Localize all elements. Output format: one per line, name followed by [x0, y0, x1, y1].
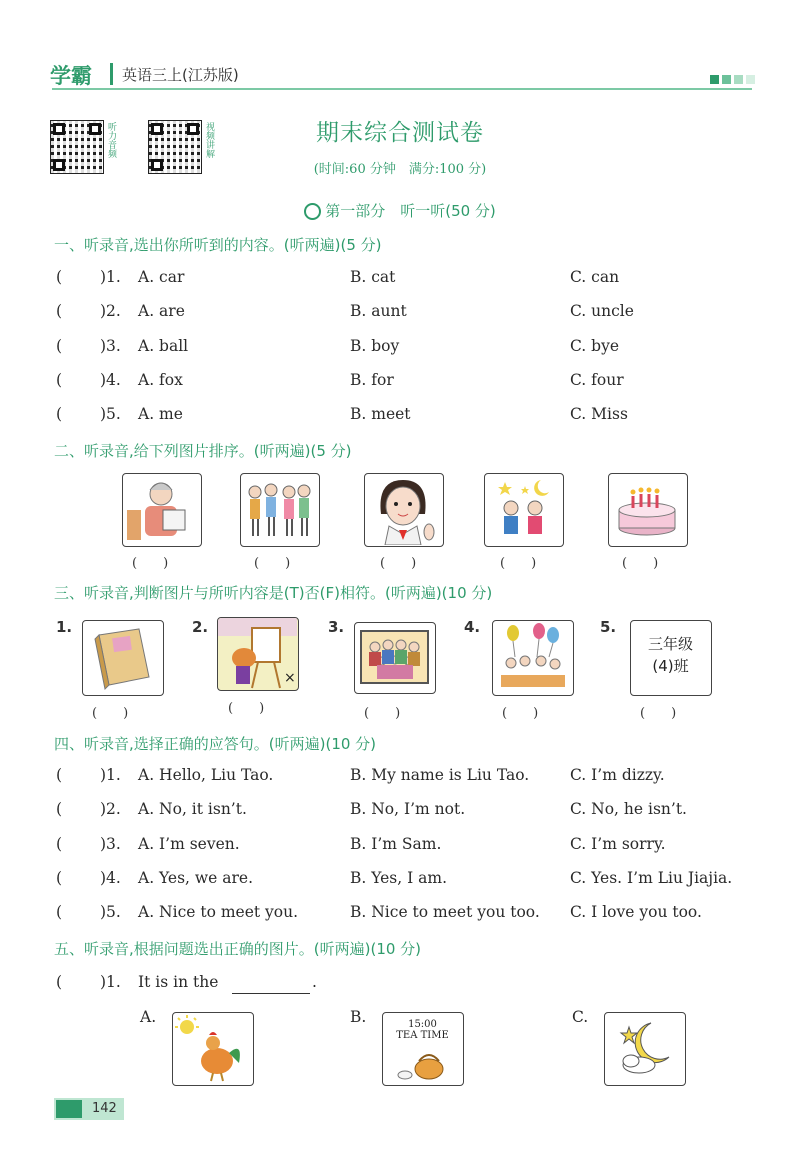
option-c[interactable]: C. I’m dizzy. [570, 766, 665, 784]
video-qr-label: 视频讲解 [204, 122, 214, 158]
answer-paren[interactable]: ( [56, 835, 63, 853]
section-2-heading: 二、听录音,给下列图片排序。(听两遍)(5 分) [54, 442, 352, 460]
option-a[interactable]: A. me [138, 405, 183, 423]
question-number: )1. [100, 766, 121, 784]
picture-number: 1. [56, 618, 73, 636]
header-square-icon [710, 75, 719, 84]
header-rule [52, 88, 752, 90]
question-row [56, 903, 776, 927]
family-photo-picture[interactable] [354, 622, 436, 694]
rooster-morning-picture[interactable] [172, 1012, 254, 1086]
question-number: )1. [100, 268, 121, 286]
part-heading: 第一部分 听一听(50 分) [0, 200, 800, 221]
question-row [56, 405, 776, 429]
picture-number: 5. [600, 618, 617, 636]
answer-paren[interactable]: ( [56, 302, 63, 320]
option-b[interactable]: B. boy [350, 337, 400, 355]
option-c[interactable]: C. Miss [570, 405, 628, 423]
question-number: )2. [100, 800, 121, 818]
section-4-heading: 四、听录音,选择正确的应答句。(听两遍)(10 分) [54, 735, 377, 753]
option-c[interactable]: C. can [570, 268, 620, 286]
option-c[interactable]: C. No, he isn’t. [570, 800, 687, 818]
question-row [56, 371, 776, 395]
tea-time-picture[interactable] [382, 1012, 464, 1086]
clock-time: 15:00 [408, 1019, 437, 1030]
picture-number: 3. [328, 618, 345, 636]
party-balloons-picture[interactable] [492, 620, 574, 696]
kids-at-night-picture[interactable] [484, 473, 564, 547]
question-row [56, 337, 776, 361]
option-b[interactable]: B. My name is Liu Tao. [350, 766, 530, 784]
option-a[interactable]: A. Hello, Liu Tao. [138, 766, 274, 784]
answer-blank[interactable]: ( ) [502, 706, 539, 721]
header-square-icon [746, 75, 755, 84]
answer-paren[interactable]: ( [56, 766, 63, 784]
option-a[interactable]: A. ball [138, 337, 189, 355]
option-a[interactable]: A. Yes, we are. [138, 869, 254, 887]
fill-in-blank[interactable] [232, 973, 310, 994]
answer-blank[interactable]: ( ) [92, 706, 129, 721]
answer-paren[interactable]: ( [56, 973, 63, 991]
picture-number: 4. [464, 618, 481, 636]
question-row [56, 869, 776, 893]
option-a[interactable]: A. I’m seven. [138, 835, 240, 853]
birthday-cake-picture[interactable] [608, 473, 688, 547]
answer-blank[interactable]: ( ) [132, 556, 169, 571]
question-number: )4. [100, 869, 121, 887]
section-3-heading: 三、听录音,判断图片与所听内容是(T)否(F)相符。(听两遍)(10 分) [54, 584, 493, 602]
question-row [56, 835, 776, 859]
option-a[interactable]: A. Nice to meet you. [138, 903, 299, 921]
moon-night-picture[interactable] [604, 1012, 686, 1086]
option-b[interactable]: B. meet [350, 405, 411, 423]
option-b-label: B. [350, 1008, 367, 1026]
class-sign-grade: 三年级 [647, 635, 693, 653]
book-picture[interactable] [82, 620, 164, 696]
question-number: )5. [100, 405, 121, 423]
option-a-label: A. [140, 1008, 157, 1026]
option-c[interactable]: C. bye [570, 337, 620, 355]
answer-blank[interactable]: ( ) [364, 706, 401, 721]
option-a[interactable]: A. are [138, 302, 185, 320]
page-number: 142 [92, 1101, 117, 1116]
question-number: )1. [100, 973, 121, 991]
cross-mark: × [284, 670, 296, 686]
headphones-icon [304, 203, 321, 220]
question-row [56, 268, 776, 292]
four-kids-picture[interactable] [240, 473, 320, 547]
answer-paren[interactable]: ( [56, 405, 63, 423]
question-row [56, 302, 776, 326]
brand-logo: 学霸 [50, 64, 92, 88]
option-a[interactable]: A. No, it isn’t. [138, 800, 247, 818]
grandma-reading-picture[interactable] [122, 473, 202, 547]
option-a[interactable]: A. fox [138, 371, 183, 389]
option-c[interactable]: C. uncle [570, 302, 634, 320]
answer-paren[interactable]: ( [56, 268, 63, 286]
page-title: 期末综合测试卷 [316, 120, 484, 146]
class-sign-class: (4)班 [652, 657, 689, 675]
tea-time-label: TEA TIME [396, 1030, 449, 1041]
option-c-label: C. [572, 1008, 589, 1026]
answer-paren[interactable]: ( [56, 903, 63, 921]
option-b[interactable]: B. for [350, 371, 394, 389]
question-row [56, 800, 776, 824]
question-number: )5. [100, 903, 121, 921]
book-title: 英语三上(江苏版) [122, 66, 239, 84]
girl-waving-picture[interactable] [364, 473, 444, 547]
option-b[interactable]: B. aunt [350, 302, 407, 320]
answer-paren[interactable]: ( [56, 869, 63, 887]
dog-painting-picture[interactable] [217, 617, 299, 691]
audio-qr-label: 听力音频 [106, 122, 116, 158]
picture-number: 2. [192, 618, 209, 636]
answer-paren[interactable]: ( [56, 800, 63, 818]
section-5-heading: 五、听录音,根据问题选出正确的图片。(听两遍)(10 分) [54, 940, 422, 958]
answer-blank[interactable]: ( ) [500, 556, 537, 571]
header-divider [110, 63, 113, 85]
option-c[interactable]: C. I love you too. [570, 903, 702, 921]
section-1-heading: 一、听录音,选出你所听到的内容。(听两遍)(5 分) [54, 236, 382, 254]
question-number: )4. [100, 371, 121, 389]
answer-blank[interactable]: ( ) [380, 556, 417, 571]
class-sign-picture[interactable] [630, 620, 712, 696]
option-b[interactable]: B. Nice to meet you too. [350, 903, 540, 921]
option-c[interactable]: C. four [570, 371, 624, 389]
question-text: It is in the [138, 973, 219, 991]
option-c[interactable]: C. Yes. I’m Liu Jiajia. [570, 869, 733, 887]
header-square-icon [734, 75, 743, 84]
answer-blank[interactable]: ( ) [640, 706, 677, 721]
question-number: )3. [100, 835, 121, 853]
question-number: )3. [100, 337, 121, 355]
option-b[interactable]: B. I’m Sam. [350, 835, 442, 853]
question-row [56, 973, 776, 997]
option-a[interactable]: A. car [138, 268, 185, 286]
option-b[interactable]: B. No, I’m not. [350, 800, 466, 818]
answer-blank[interactable]: ( ) [254, 556, 291, 571]
option-b[interactable]: B. Yes, I am. [350, 869, 448, 887]
answer-blank[interactable]: ( ) [228, 701, 265, 716]
option-b[interactable]: B. cat [350, 268, 396, 286]
question-period: . [312, 973, 317, 991]
header-square-icon [722, 75, 731, 84]
answer-paren[interactable]: ( [56, 371, 63, 389]
answer-paren[interactable]: ( [56, 337, 63, 355]
option-c[interactable]: C. I’m sorry. [570, 835, 666, 853]
page-subtitle: (时间:60 分钟 满分:100 分) [313, 162, 487, 177]
pencil-icon [56, 1100, 82, 1118]
question-number: )2. [100, 302, 121, 320]
question-row [56, 766, 776, 790]
answer-blank[interactable]: ( ) [622, 556, 659, 571]
